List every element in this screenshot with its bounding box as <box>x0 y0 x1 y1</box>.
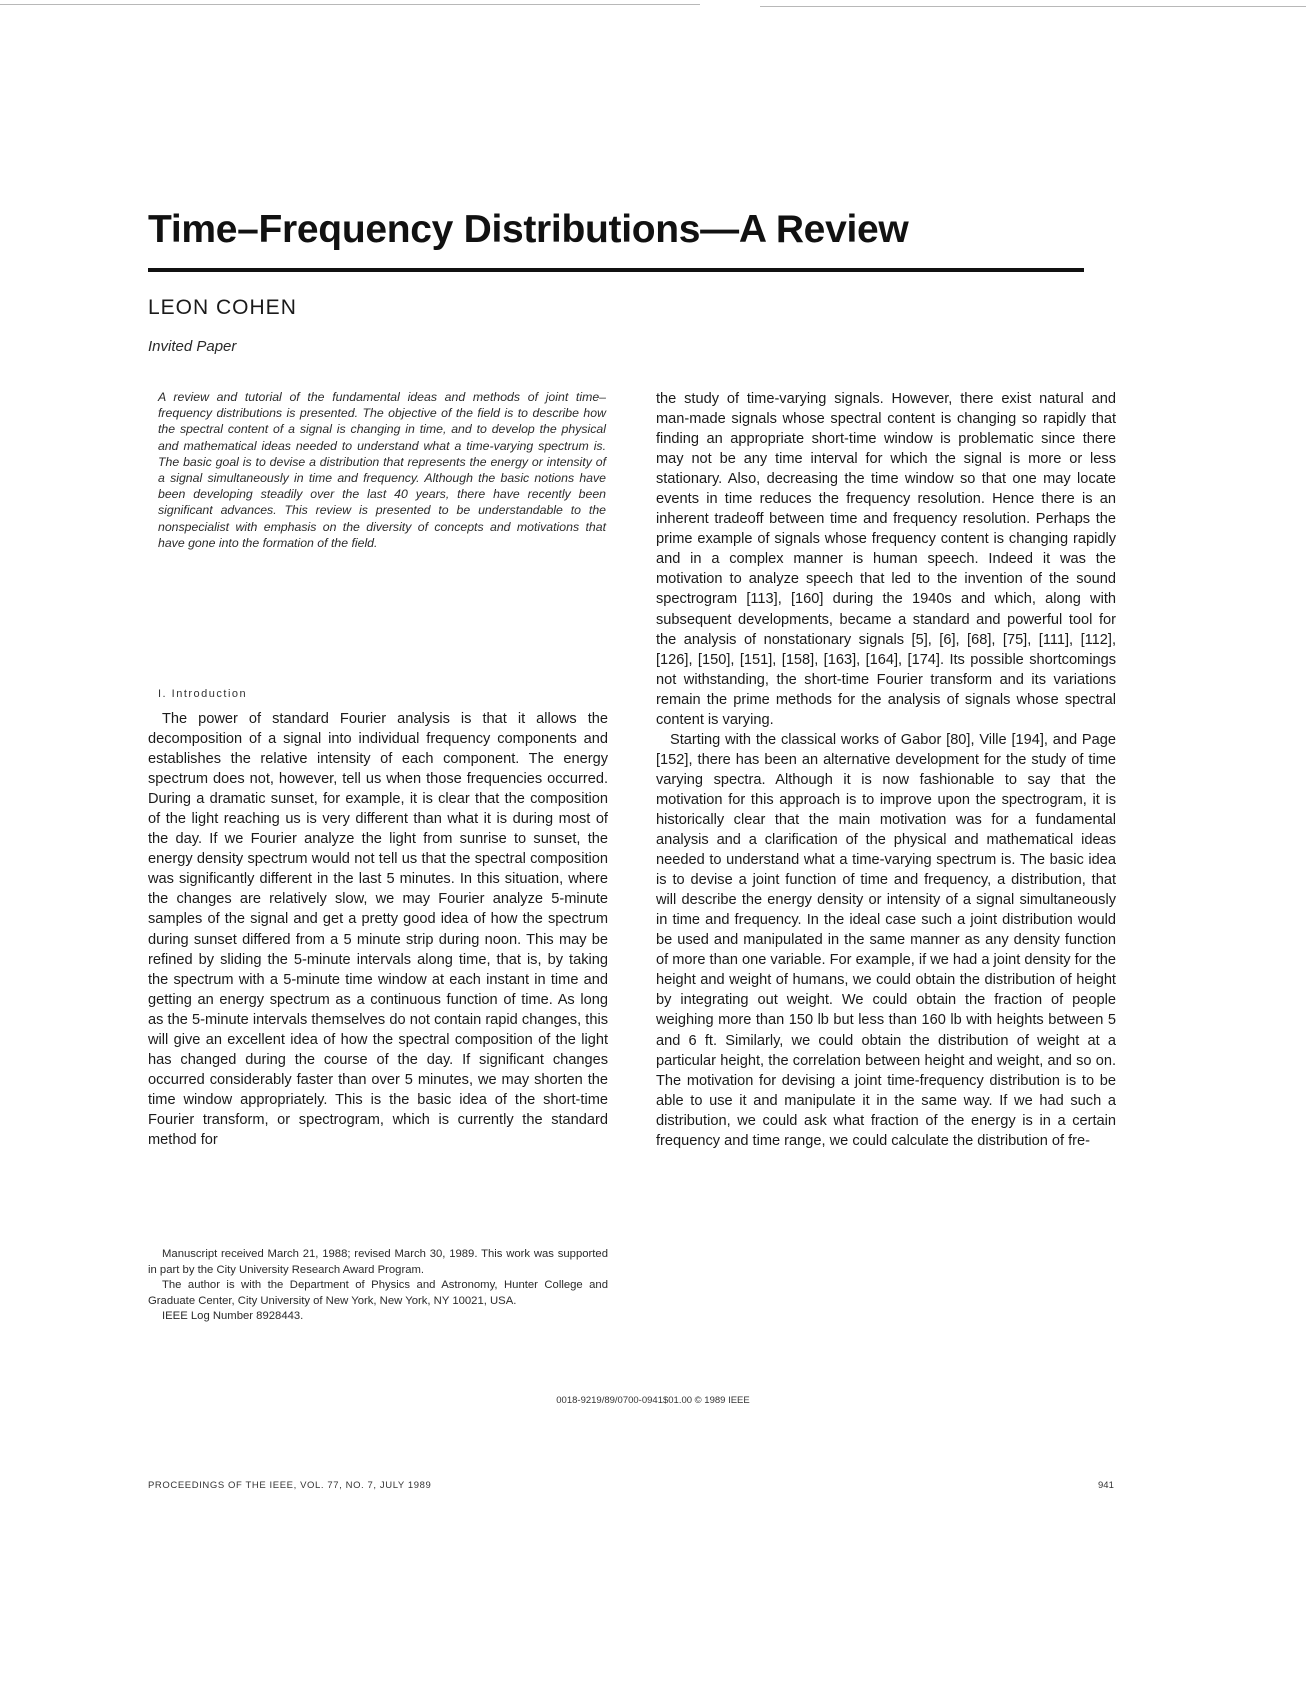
scan-edge-line <box>760 6 1306 7</box>
paper-type-label: Invited Paper <box>148 338 237 355</box>
journal-footer: PROCEEDINGS OF THE IEEE, VOL. 77, NO. 7, JULY 1989 <box>148 1480 432 1491</box>
footnote-log-number: IEEE Log Number 8928443. <box>162 1310 304 1323</box>
body-paragraph-left: The power of standard Fourier analysis is that it allows the decomposition of a signal into individual frequency components and establishes the relative intensity of each component. The energy spectrum does not, however, tell us when those frequencies occurred. During a dramatic sunset, for example, it is clear that the composition of the light reaching us is very different than what it is during most of the day. If we Fourier analyze the light from sunrise to sunset, the energy density spectrum would not tell us that the spectral composition was significantly different in the last 5 minutes. In this situation, where the changes are relatively slow, we may Fourier analyze 5-minute samples of the signal and get a pretty good idea of how the spectrum during sunset differed from a 5 minute strip during noon. This may be refined by sliding the 5-minute intervals along time, that is, by taking the spectrum with a 5-minute time window at each instant in time and getting an energy spectrum as a continuous function of time. As long as the 5-minute intervals themselves do not contain rapid changes, this will give an excellent idea of how the spectral composition of the light has changed during the course of the day. If significant changes occurred considerably faster than over 5 minutes, we may shorten the time window appropriately. This is the basic idea of the short-time Fourier transform, or spectrogram, which is currently the standard method for <box>148 711 608 1148</box>
footnote-affiliation: The author is with the Department of Physics and Astronomy, Hunter College and Graduate Center, City University of New York, New York, NY 10021, USA. <box>148 1279 608 1307</box>
body-paragraph-right-2: Starting with the classical works of Gabor [80], Ville [194], and Page [152], there has been an alternative development for the study of time varying spectra. Although it is now fashionable to say that the motivation for this approach is to improve upon the spectrogram, it is historically clear that the main motivation was for a fundamental analysis and a clarification of the physical and mathematical ideas needed to understand what a time-varying spectrum is. The basic idea is to devise a joint function of time and frequency, a distribution, that will describe the energy density or intensity of a signal simultaneously in time and frequency. In the ideal case such a joint distribution would be used and manipulated in the same manner as any density function of more than one variable. For example, if we had a joint density for the height and weight of humans, we could obtain the distribution of height by integrating out weight. We could obtain the fraction of people weighing more than 150 lb but less than 160 lb with heights between 5 and 6 ft. Similarly, we could obtain the distribution of weight at a particular height, the correlation between height and weight, and so on. The motivation for devising a joint time-frequency distribution is to be able to use it and manipulate it in the same way. If we had such a distribution, we could ask what fraction of the energy is in a certain frequency and time range, we could calculate the distribution of fre- <box>656 731 1116 1149</box>
footnote <box>148 1247 608 1325</box>
page-number: 941 <box>1098 1480 1114 1491</box>
body-column-right <box>656 389 1116 1151</box>
body-paragraph-right-1: the study of time-varying signals. However, there exist natural and man-made signals whose spectral content is changing so rapidly that finding an appropriate short-time window is problematic since there may not be any time interval for which the signal is more or less stationary. Also, decreasing the time window so that one may locate events in time reduces the frequency resolution. Hence there is an inherent tradeoff between time and frequency resolution. Perhaps the prime example of signals whose frequency content is changing rapidly and in a complex manner is human speech. Indeed it was the motivation to analyze speech that led to the invention of the sound spectrogram [113], [160] during the 1940s and which, along with subsequent developments, became a standard and powerful tool for the analysis of nonstationary signals [5], [6], [68], [75], [111], [112], [126], [150], [151], [158], [163], [164], [174]. Its possible shortcomings not withstanding, the short-time Fourier transform and its variations remain the prime methods for the analysis of signals whose spectral content is varying. <box>656 391 1116 728</box>
footnote-manuscript: Manuscript received March 21, 1988; revised March 30, 1989. This work was supported in part by the City University Research Award Program. <box>148 1248 608 1276</box>
article-title: Time–Frequency Distributions—A Review <box>148 208 909 251</box>
section-heading: I. Introduction <box>158 688 248 700</box>
abstract: A review and tutorial of the fundamental ideas and methods of joint time–frequency distributions is presented. The objective of the field is to describe how the spectral content of a signal is changing in time, and to develop the physical and mathematical ideas needed to understand what a time-varying spectrum is. The basic goal is to devise a distribution that represents the energy or intensity of a signal simultaneously in time and frequency. Although the basic notions have been developing steadily over the last 40 years, there have recently been significant advances. This review is presented to be understandable to the nonspecialist with emphasis on the diversity of concepts and motivations that have gone into the formation of the field. <box>158 390 606 550</box>
copyright-line: 0018-9219/89/0700-0941$01.00 © 1989 IEEE <box>556 1395 750 1406</box>
scan-edge-line <box>0 4 700 5</box>
author-name: LEON COHEN <box>148 296 297 319</box>
title-rule <box>148 268 1084 272</box>
